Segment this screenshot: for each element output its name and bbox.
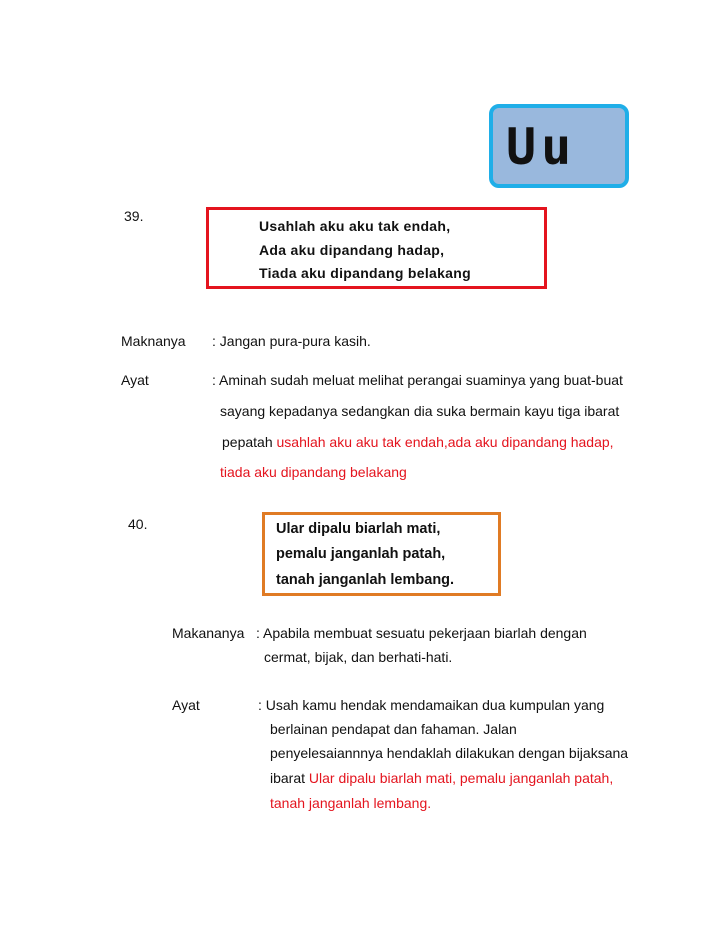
- entry-number-39: 39.: [124, 208, 144, 224]
- verse-40-line-2: pemalu janganlah patah,: [276, 546, 446, 562]
- example-40-line-5-proverb: tanah janganlah lembang.: [270, 795, 432, 811]
- example-39-line-3: [222, 435, 614, 449]
- meaning-40-line-1: : Apabila membuat sesuatu pekerjaan biarlah dengan: [256, 625, 587, 641]
- example-39-line-3-plain: pepatah: [222, 434, 277, 450]
- example-39-line-2: sayang kepadanya sedangkan dia suka bermain kayu tiga ibarat: [220, 403, 620, 419]
- meaning-text-39: : Jangan pura-pura kasih.: [212, 333, 371, 349]
- verse-39-line-2: Ada aku dipandang hadap,: [259, 242, 445, 258]
- meaning-40-line-2: cermat, bijak, dan berhati-hati.: [264, 649, 453, 665]
- example-39-line-1: : Aminah sudah meluat melihat perangai suaminya yang buat-buat: [212, 372, 623, 388]
- example-40-line-4-plain: ibarat: [270, 770, 309, 786]
- verse-40-line-1: Ular dipalu biarlah mati,: [276, 521, 441, 537]
- example-label-39: Ayat: [121, 372, 149, 388]
- entry-number-40: 40.: [128, 516, 148, 532]
- example-40-line-1: : Usah kamu hendak mendamaikan dua kumpulan yang: [258, 697, 605, 713]
- example-39-line-3-proverb: usahlah aku aku tak endah,ada aku dipandang hadap,: [276, 434, 614, 450]
- example-39-line-4-proverb: tiada aku dipandang belakang: [220, 464, 407, 480]
- example-40-line-3: penyelesaiannnya hendaklah dilakukan dengan bijaksana: [270, 745, 629, 761]
- meaning-label-39: Maknanya: [121, 333, 186, 349]
- verse-39-line-1: Usahlah aku aku tak endah,: [259, 218, 451, 234]
- verse-40-line-3: tanah janganlah lembang.: [276, 572, 455, 588]
- example-label-40: Ayat: [172, 697, 200, 713]
- letter-badge-text: Uu: [506, 118, 577, 176]
- meaning-label-40: Makananya: [172, 625, 245, 641]
- verse-39-line-3: Tiada aku dipandang belakang: [259, 265, 471, 281]
- example-40-line-2: berlainan pendapat dan fahaman. Jalan: [270, 721, 517, 737]
- example-40-line-4-proverb: Ular dipalu biarlah mati, pemalu janganlah patah,: [308, 770, 614, 786]
- example-40-line-4: [270, 771, 613, 785]
